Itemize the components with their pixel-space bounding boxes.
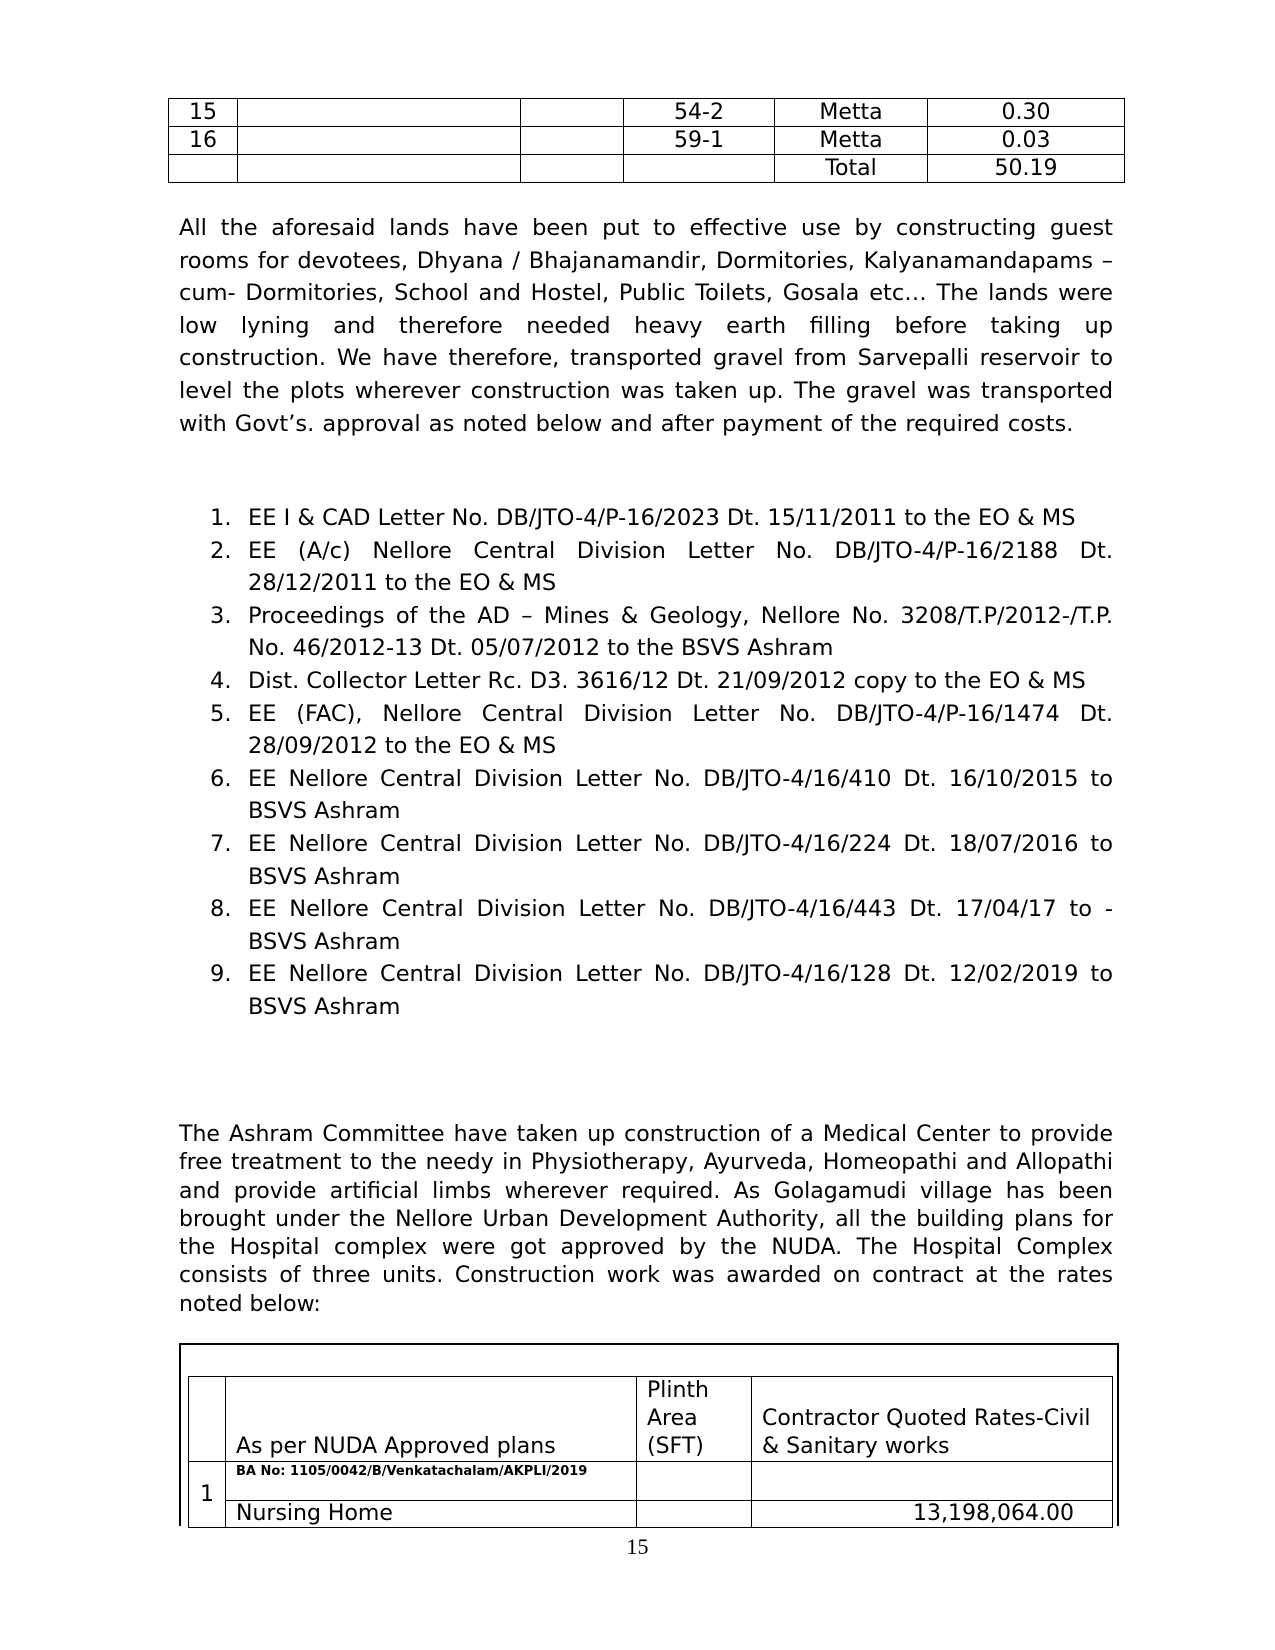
rates-table <box>188 1376 1113 1528</box>
list-text: EE Nellore Central Division Letter No. DB/JTO-4/16/128 Dt. 12/02/2019 to BSVS Ashram <box>248 961 1113 1020</box>
total-label: Total <box>775 155 928 183</box>
row-sno: 1 <box>189 1462 226 1528</box>
list-number: 3. <box>210 602 232 629</box>
table-cell <box>624 155 775 183</box>
list-number: 7. <box>210 830 232 857</box>
table-cell <box>238 127 521 155</box>
table-cell <box>521 99 624 127</box>
list-item <box>210 600 1113 665</box>
header-contractor-rates: Contractor Quoted Rates-Civil & Sanitary works <box>752 1377 1113 1462</box>
table-cell: Metta <box>775 99 928 127</box>
item-name: Nursing Home <box>226 1501 637 1528</box>
table-cell: 54-2 <box>624 99 775 127</box>
table-cell <box>238 155 521 183</box>
list-item <box>210 763 1113 828</box>
list-text: EE Nellore Central Division Letter No. DB/JTO-4/16/224 Dt. 18/07/2016 to BSVS Ashram <box>248 830 1113 890</box>
list-number: 9. <box>210 961 232 988</box>
item-plinth-area <box>637 1501 752 1528</box>
table-cell: Metta <box>775 127 928 155</box>
list-text: EE Nellore Central Division Letter No. DB/JTO-4/16/410 Dt. 16/10/2015 to BSVS Ashram <box>248 765 1113 825</box>
table-cell <box>169 155 238 183</box>
page-number: 15 <box>626 1534 649 1559</box>
list-text: EE Nellore Central Division Letter No. DB/JTO-4/16/443 Dt. 17/04/17 to - BSVS Ashram <box>248 896 1113 955</box>
table-row <box>169 155 1125 183</box>
table-cell: 15 <box>169 99 238 127</box>
table-cell: 0.03 <box>928 127 1125 155</box>
table-cell <box>752 1462 1113 1501</box>
land-table <box>168 98 1125 183</box>
table-cell <box>637 1462 752 1501</box>
header-plinth-area: Plinth Area (SFT) <box>637 1377 752 1462</box>
paragraph-lands-usage: All the aforesaid lands have been put to effective use by constructing guest rooms for devotees, Dhyana / Bhajanamandir, Dormitories, Kalyanamandapams –cum- Dormitories, School and Hostel, Public Toilets, Gosala etc… The lands were low lyning and therefore needed heavy earth filling before taking up construction. We have therefore, transported gravel from Sarvepalli reservoir to level the plots wherever construction was taken up. The gravel was transported with Govt’s. approval as noted below and after payment of the required costs. <box>179 215 1113 437</box>
list-item <box>210 893 1113 958</box>
table-cell <box>521 155 624 183</box>
list-number: 2. <box>210 537 232 564</box>
ba-number: BA No: 1105/0042/B/Venkatachalam/AKPLI/2019 <box>226 1462 637 1501</box>
list-number: 5. <box>210 700 232 727</box>
table-row <box>189 1462 1113 1501</box>
list-number: 6. <box>210 765 232 792</box>
header-sno <box>189 1377 226 1462</box>
list-item <box>210 828 1113 893</box>
list-text: Dist. Collector Letter Rc. D3. 3616/12 Dt. 21/09/2012 copy to the EO & MS <box>248 667 1086 694</box>
list-text: EE (A/c) Nellore Central Division Letter No. DB/JTO-4/P-16/2188 Dt. 28/12/2011 to the EO & MS <box>248 537 1113 597</box>
list-number: 4. <box>210 667 232 694</box>
table-header-row <box>189 1377 1113 1462</box>
approval-letters-list <box>210 502 1113 1024</box>
list-item <box>210 698 1113 763</box>
item-amount: 13,198,064.00 <box>752 1501 1113 1528</box>
table-row <box>169 127 1125 155</box>
list-number: 8. <box>210 896 232 923</box>
list-text: Proceedings of the AD – Mines & Geology, Nellore No. 3208/T.P/2012-/T.P. No. 46/2012-13 Dt. 05/07/2012 to the BSVS Ashram <box>248 602 1113 662</box>
list-number: 1. <box>210 505 232 531</box>
paragraph-medical-center: The Ashram Committee have taken up construction of a Medical Center to provide free treatment to the needy in Physiotherapy, Ayurveda, Homeopathi and Allopathi and provide artificial limbs wherever required. As Golagamudi village has been brought under the Nellore Urban Development Authority, all the building plans for the Hospital complex were got approved by the NUDA. The Hospital Complex consists of three units. Construction work was awarded on contract at the rates noted below: <box>179 1122 1113 1317</box>
list-item <box>210 535 1113 600</box>
table-cell <box>521 127 624 155</box>
list-item <box>210 502 1113 535</box>
list-item <box>210 665 1113 698</box>
header-plans: As per NUDA Approved plans <box>226 1377 637 1462</box>
table-cell: 59-1 <box>624 127 775 155</box>
table-row <box>189 1501 1113 1528</box>
total-value: 50.19 <box>928 155 1125 183</box>
list-text: EE (FAC), Nellore Central Division Letter No. DB/JTO-4/P-16/1474 Dt. 28/09/2012 to the EO & MS <box>248 700 1113 760</box>
list-item <box>210 958 1113 1023</box>
table-cell: 16 <box>169 127 238 155</box>
table-row <box>169 99 1125 127</box>
table-cell: 0.30 <box>928 99 1125 127</box>
table-cell <box>238 99 521 127</box>
list-text: EE I & CAD Letter No. DB/JTO-4/P-16/2023 Dt. 15/11/2011 to the EO & MS <box>248 505 1076 531</box>
